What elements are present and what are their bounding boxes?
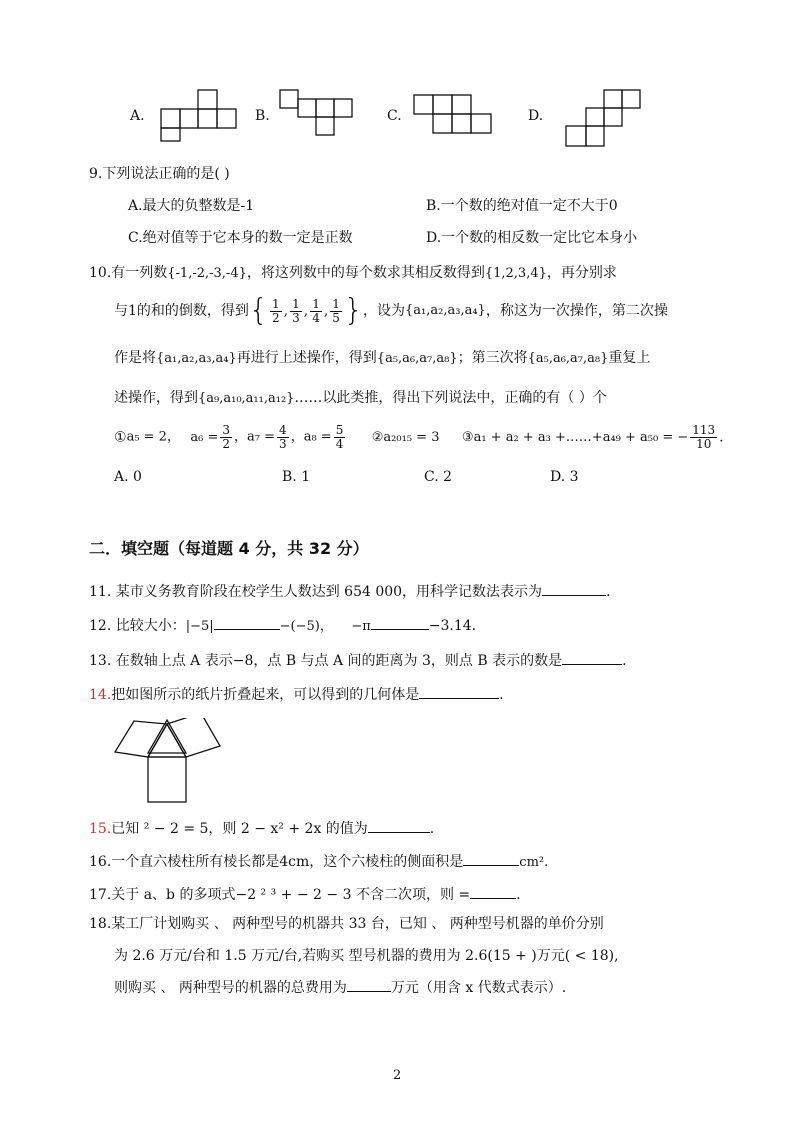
q14: 14.把如图所示的纸片折叠起来，可以得到的几何体是 . bbox=[89, 684, 504, 705]
answer-blank[interactable] bbox=[214, 615, 280, 630]
q10-option-a: A. 0 bbox=[114, 469, 142, 485]
q9-option-c: C.绝对值等于它本身的数一定是正数 bbox=[128, 230, 353, 246]
q14-paper-net-figure bbox=[112, 718, 242, 808]
fraction: $\frac{4}{3}$ bbox=[279, 423, 287, 451]
answer-blank[interactable] bbox=[347, 977, 391, 992]
q10-text: ，再分别求 bbox=[546, 265, 617, 281]
q15: 15.已知 ² − 2 = 5，则 2 − x² + 2x 的值为 . bbox=[89, 818, 434, 839]
answer-blank[interactable] bbox=[368, 818, 430, 833]
q10-text: ，将这列数中的每个数求其相反数得到 bbox=[246, 265, 485, 281]
q9-option-d: D.一个数的相反数一定比它本身小 bbox=[426, 230, 638, 246]
q8-option-a-label: A. bbox=[130, 108, 145, 124]
q9-stem: 9.下列说法正确的是( ) bbox=[89, 166, 230, 182]
q12: 12. 比较大小：|−5| −(−5)， −π −3.14. bbox=[89, 615, 476, 637]
answer-blank[interactable] bbox=[371, 615, 429, 630]
q8-option-d-label: D. bbox=[528, 108, 544, 124]
answer-blank[interactable] bbox=[463, 851, 519, 866]
answer-blank[interactable] bbox=[542, 581, 606, 596]
fraction: $\frac{1}{5}$ bbox=[332, 296, 340, 325]
q10-text: ，称这为一次操作，第二次操 bbox=[485, 303, 668, 319]
fraction: $\frac{113}{10}$ bbox=[692, 423, 716, 451]
section-title: 二．填空题（每道题 4 分，共 32 分） bbox=[89, 539, 369, 558]
q10-set: {1,2,3,4} bbox=[484, 266, 547, 281]
fraction: $\frac{5}{4}$ bbox=[335, 423, 344, 451]
q11: 11. 某市义务教育阶段在校学生人数达到 654 000，用科学记数法表示为 . bbox=[89, 581, 611, 602]
q10-text: 10.有一列数 bbox=[89, 265, 168, 281]
q10-line-2: 与1的和的倒数，得到{ $\frac{1}{2}$ , $\frac{1}{3}$ , $\frac{1}{4}$ , $\frac{1}{5}$ }，设为{a₁,a₂,a₃,a₄}，称这为一次操作，第二次操 bbox=[114, 293, 668, 328]
q16: 16.一个直六棱柱所有棱长都是4cm，这个六棱柱的侧面积是 cm². bbox=[89, 851, 548, 873]
q13: 13. 在数轴上点 A 表示−8，点 B 与点 A 间的距离为 3，则点 B 表示的数是 . bbox=[89, 650, 627, 671]
q10-set: {a₁,a₂,a₃,a₄} bbox=[405, 303, 486, 318]
q18-line-2: 为 2.6 万元/台和 1.5 万元/台,若购买 型号机器的费用为 2.6(15 + )万元( < 18), bbox=[114, 948, 619, 964]
q10-line-3: 作是将{a₁,a₂,a₃,a₄}再进行上述操作，得到{a₅,a₆,a₇,a₈}；第三次将{a₅,a₆,a₇,a₈}重复上 bbox=[114, 350, 651, 366]
q10-text: 与1的和的倒数，得到 bbox=[114, 303, 249, 319]
q8-figure-b bbox=[278, 88, 358, 144]
q10-set: {-1,-2,-3,-4} bbox=[167, 266, 247, 281]
q10-option-c: C. 2 bbox=[424, 469, 453, 485]
q17: 17.关于 a、b 的多项式−2 ² ³ + − 2 − 3 不含二次项，则 = . bbox=[89, 884, 521, 905]
q10-line-4: 述操作，得到{a₉,a₁₀,a₁₁,a₁₂}……以此类推，得出下列说法中，正确的有（ ）个 bbox=[114, 390, 607, 406]
fraction: $\frac{3}{2}$ bbox=[222, 423, 231, 451]
q8-figure-c bbox=[412, 93, 498, 137]
q9-option-a: A.最大的负整数是-1 bbox=[128, 198, 255, 214]
q10-statements: ①a₅ = 2， a₆ = $\frac{3}{2}$ ，a₇ = $\frac{4}{3}$ ，a₈ = $\frac{5}{4}$ ②a₂₀₁₅ = 3 ③a₁ + a₂ + a₃ +……+a₄₉ + a₅₀ = − $\frac{113}{10}$ . bbox=[114, 423, 724, 451]
page-number: 2 bbox=[393, 1068, 402, 1083]
left-brace-icon: { bbox=[248, 293, 269, 328]
right-brace-icon: } bbox=[343, 293, 364, 328]
answer-blank[interactable] bbox=[419, 684, 499, 699]
fraction: $\frac{1}{3}$ bbox=[292, 296, 300, 325]
q18-line-3: 则购买 、 两种型号的机器的总费用为 万元（用含 x 代数式表示）. bbox=[114, 977, 566, 998]
fraction: $\frac{1}{2}$ bbox=[272, 296, 280, 325]
q9-option-b: B.一个数的绝对值一定不大于0 bbox=[426, 198, 618, 214]
q10-option-b: B. 1 bbox=[282, 469, 311, 485]
q10-option-d: D. 3 bbox=[550, 469, 579, 485]
q10-line-1 bbox=[89, 263, 617, 284]
q8-figure-a bbox=[160, 88, 240, 144]
q8-option-c-label: C. bbox=[387, 108, 402, 124]
q10-text: ，设为 bbox=[363, 303, 406, 319]
q18-line-1: 18.某工厂计划购买 、 两种型号的机器共 33 台，已知 、 两种型号机器的单价分别 bbox=[89, 916, 604, 932]
q8-figure-d bbox=[564, 88, 644, 150]
q8-option-b-label: B. bbox=[255, 108, 270, 124]
answer-blank[interactable] bbox=[470, 884, 516, 899]
answer-blank[interactable] bbox=[562, 650, 622, 665]
fraction: $\frac{1}{4}$ bbox=[312, 296, 320, 325]
